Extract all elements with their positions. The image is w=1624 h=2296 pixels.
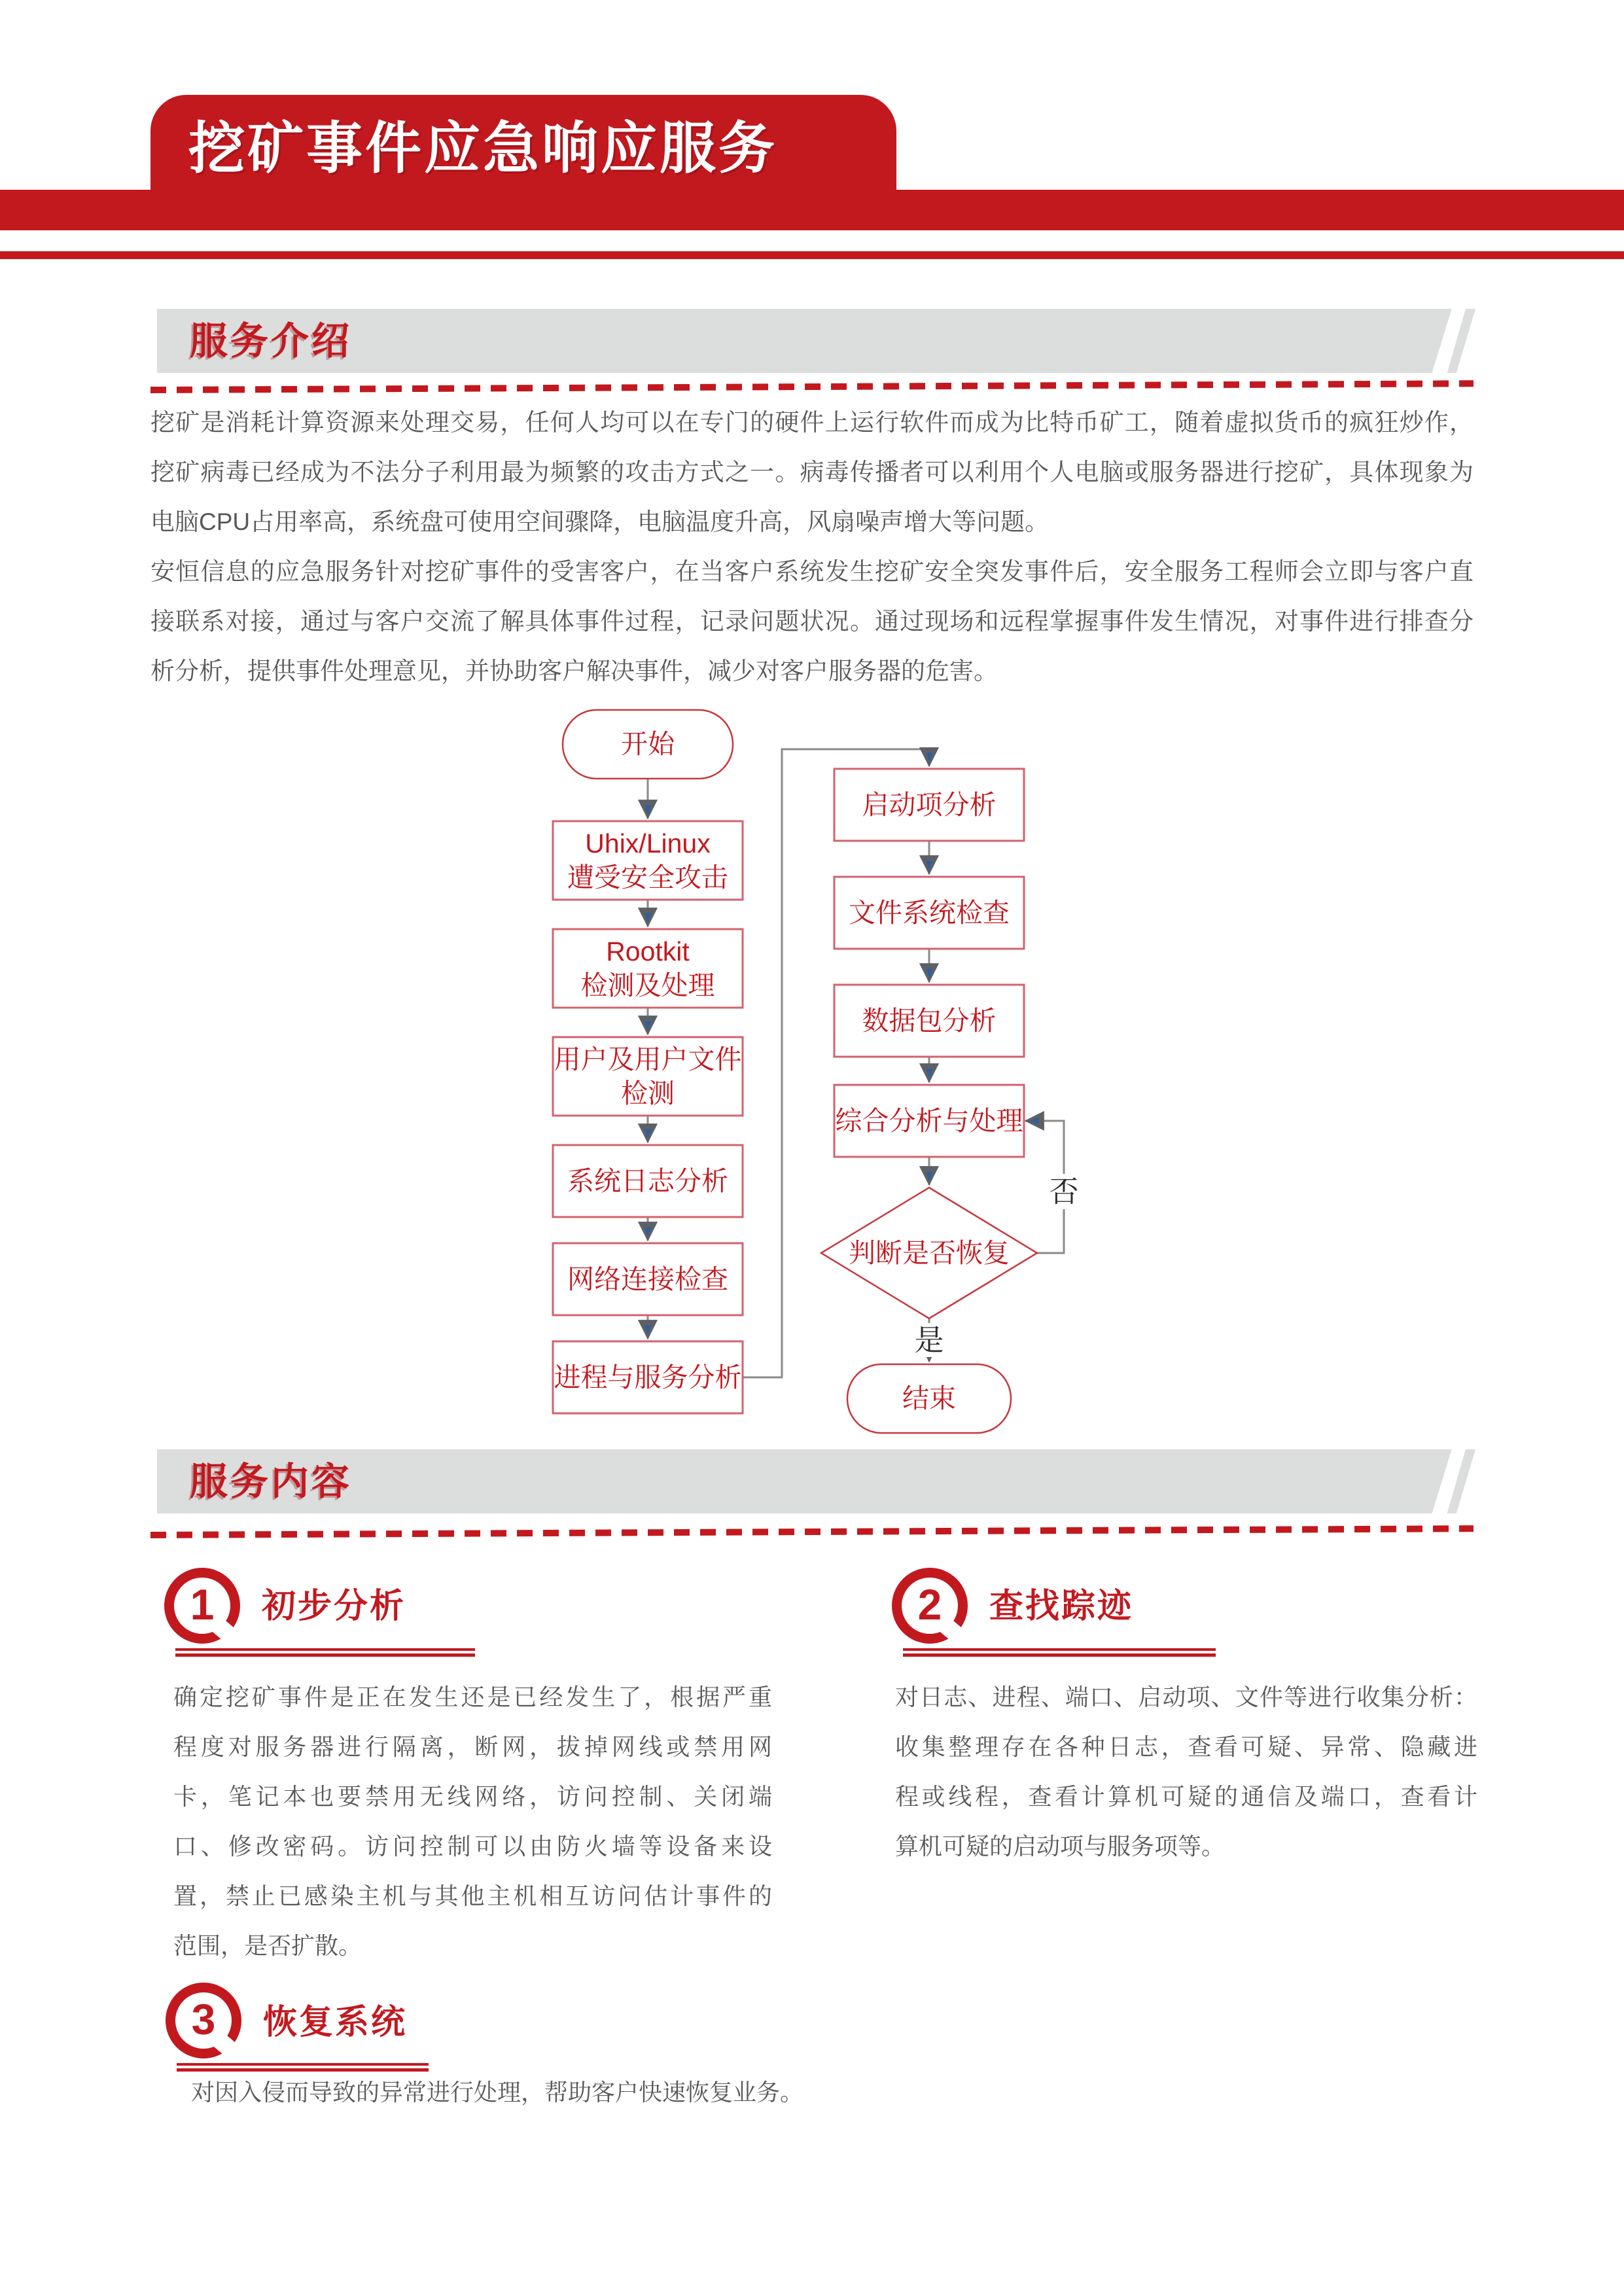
dashed-divider <box>150 380 1474 393</box>
section-title: 服务内容 <box>190 1460 353 1503</box>
flow-node-label: 网络连接检查 <box>567 1264 728 1294</box>
paragraph-line: 挖矿病毒已经成为不法分子利用最为频繁的攻击方式之一。病毒传播者可以利用个人电脑或服务器进行挖矿，具体现象为 <box>150 459 1474 486</box>
item-body-line: 程度对服务器进行隔离，断网，拔掉网线或禁用网 <box>173 1733 772 1760</box>
header-red-band <box>0 190 1624 230</box>
item-number-badge-2 <box>892 1568 968 1644</box>
item-underline-2 <box>903 1648 1216 1657</box>
flow-node-label: 用户及用户文件 <box>554 1044 742 1074</box>
item-title-1: 初步分析 <box>262 1587 406 1625</box>
paragraph-line: 挖矿是消耗计算资源来处理交易，任何人均可以在专门的硬件上运行软件而成为比特币矿工，随着虚拟货币的疯狂炒作， <box>150 409 1474 436</box>
item-body-line: 置，禁止已感染主机与其他主机相互访问估计事件的 <box>173 1882 772 1909</box>
item-body-line: 范围，是否扩散。 <box>173 1932 362 1959</box>
item-title-2: 查找踪迹 <box>989 1587 1134 1625</box>
dashed-divider <box>150 1525 1474 1538</box>
item-number: 3 <box>191 1995 216 2043</box>
flowchart <box>523 694 1112 1439</box>
item-underline-1 <box>175 1648 475 1657</box>
flow-node-label: 文件系统检查 <box>849 898 1010 928</box>
flow-node-label: Uhix/Linux <box>585 828 711 858</box>
item-body-line: 算机可疑的启动项与服务项等。 <box>895 1833 1226 1860</box>
item-number-badge-1 <box>164 1568 240 1644</box>
flow-node-label: 遭受安全攻击 <box>567 862 728 892</box>
flow-label-no: 否 <box>1049 1174 1079 1209</box>
header-thin-rule <box>0 251 1624 259</box>
flow-node-label: 系统日志分析 <box>567 1166 728 1196</box>
item-body-line: 收集整理存在各种日志，查看可疑、异常、隐藏进 <box>895 1733 1477 1760</box>
section-header-intro <box>157 309 1475 373</box>
section-banner-background <box>157 1449 1475 1513</box>
section-banner-background <box>157 309 1475 373</box>
item-number: 2 <box>917 1580 942 1629</box>
intro-paragraph-1 <box>150 398 1474 547</box>
item-body-line: 确定挖矿事件是正在发生还是已经发生了，根据严重 <box>173 1684 772 1710</box>
page-title-banner <box>150 95 896 193</box>
flow-node-end-label: 结束 <box>902 1383 956 1413</box>
item-body-2 <box>895 1672 1477 1871</box>
flow-node-start-label: 开始 <box>621 729 675 759</box>
paragraph-line: 析分析，提供事件处理意见，并协助客户解决事件，减少对客户服务器的危害。 <box>150 658 998 684</box>
intro-paragraph-2 <box>150 547 1474 696</box>
flow-node-label: Rootkit <box>606 936 690 966</box>
item-body-line: 对日志、进程、端口、启动项、文件等进行收集分析： <box>895 1684 1477 1710</box>
item-number: 1 <box>190 1580 215 1629</box>
item-body-line: 对因入侵而导致的异常进行处理，帮助客户快速恢复业务。 <box>191 2079 804 2106</box>
section-title: 服务介绍 <box>190 320 353 362</box>
flow-node-label: 综合分析与处理 <box>835 1106 1023 1136</box>
item-number-badge-3 <box>166 1983 241 2058</box>
flow-node-label: 判断是否恢复 <box>849 1238 1010 1268</box>
flow-node-label: 进程与服务分析 <box>554 1362 742 1392</box>
item-body-1 <box>173 1672 772 1971</box>
flow-node-label: 检测及处理 <box>580 970 715 1000</box>
paragraph-line: 接联系对接，通过与客户交流了解具体事件过程，记录问题状况。通过现场和远程掌握事件发生情况，对事件进行排查分 <box>150 608 1474 635</box>
flow-node-label: 数据包分析 <box>862 1006 997 1036</box>
item-body-line: 程或线程，查看计算机可疑的通信及端口，查看计 <box>895 1783 1477 1810</box>
paragraph-line: 电脑CPU占用率高，系统盘可使用空间骤降，电脑温度升高，风扇噪声增大等问题。 <box>150 508 1050 535</box>
flow-node-label: 检测 <box>621 1078 675 1108</box>
item-body-line: 卡，笔记本也要禁用无线网络，访问控制、关闭端 <box>173 1783 772 1810</box>
item-body-line: 口、修改密码。访问控制可以由防火墙等设备来设 <box>173 1833 772 1860</box>
page-title: 挖矿事件应急响应服务 <box>188 117 777 180</box>
flow-node-label: 启动项分析 <box>862 790 997 820</box>
item-title-3: 恢复系统 <box>263 2004 408 2041</box>
paragraph-line: 安恒信息的应急服务针对挖矿事件的受害客户，在当客户系统发生挖矿安全突发事件后，安全服务工程师会立即与客户直 <box>150 558 1474 585</box>
section-header-content <box>157 1449 1475 1513</box>
item-body-3 <box>191 2068 1042 2117</box>
flow-label-yes: 是 <box>914 1323 944 1357</box>
